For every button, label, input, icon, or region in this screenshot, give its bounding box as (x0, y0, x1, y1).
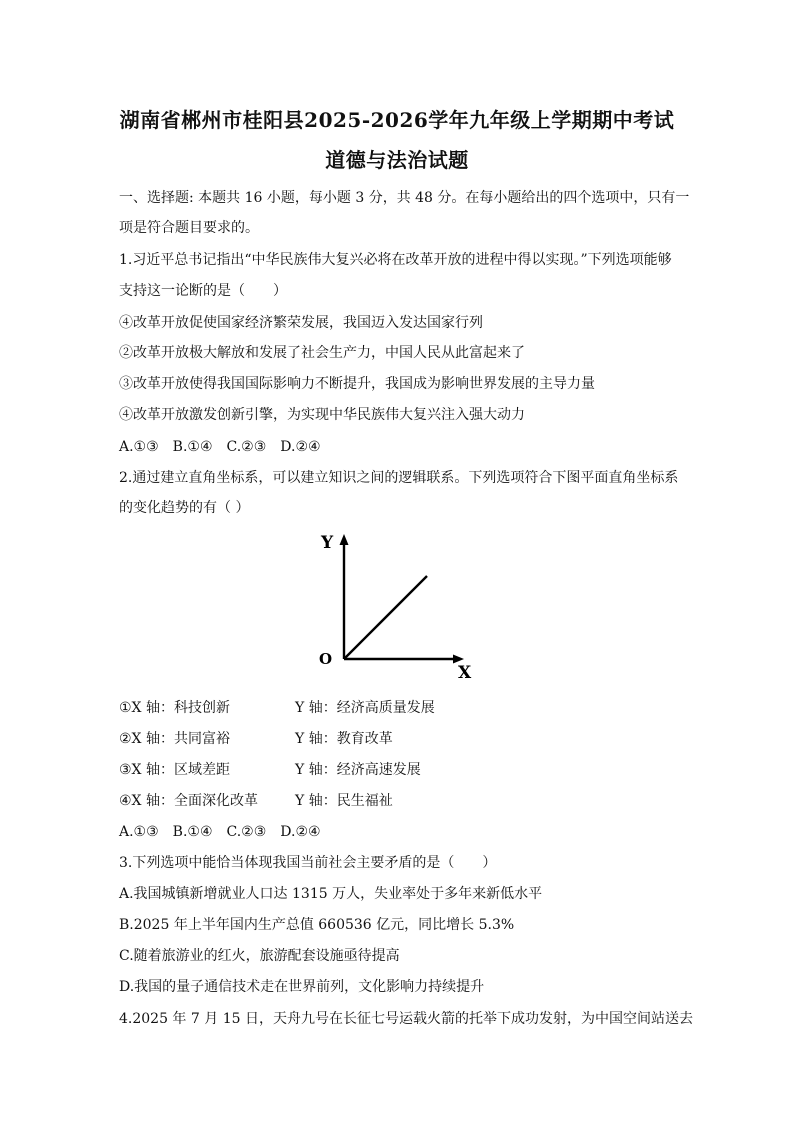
q2-option-row (119, 790, 393, 810)
q2-stem-cont: 的变化趋势的有（ ） (119, 500, 250, 516)
q2-option-row (119, 697, 435, 717)
q1-choices: A.①③ B.①④ C.②③ D.②④ (119, 439, 321, 455)
q2-x-axis-item: ②X 轴：共同富裕 (119, 731, 230, 747)
section-instruction-cont: 项是符合题目要求的。 (119, 220, 259, 236)
q2-x-axis-item: ③X 轴：区域差距 (119, 762, 230, 778)
q1-stem-cont: 支持这一论断的是（ ） (119, 283, 287, 299)
y-axis-label: Y (321, 533, 334, 553)
q3-option-a: A.我国城镇新增就业人口达 1315 万人，失业率处于多年来新低水平 (119, 886, 543, 902)
q2-option-row (119, 759, 421, 779)
x-axis-label: X (458, 663, 472, 683)
origin-label: O (319, 650, 333, 668)
q3-option-b: B.2025 年上半年国内生产总值 660536 亿元，同比增长 5.3% (119, 917, 515, 933)
section-instruction: 一、选择题: 本题共 16 小题，每小题 3 分，共 48 分。在每小题给出的四个选项中，只有一 (119, 190, 690, 206)
q2-y-axis-item: Y 轴：经济高质量发展 (295, 700, 435, 716)
q2-stem: 2.通过建立直角坐标系，可以建立知识之间的逻辑联系。下列选项符合下图平面直角坐标系 (119, 470, 679, 486)
q1-stem: 1.习近平总书记指出“中华民族伟大复兴必将在改革开放的进程中得以实现。”下列选项能够 (119, 252, 672, 268)
q2-y-axis-item: Y 轴：教育改革 (295, 731, 393, 747)
exam-subtitle: 道德与法治试题 (325, 148, 469, 172)
q1-option: ③改革开放使得我国国际影响力不断提升，我国成为影响世界发展的主导力量 (119, 376, 595, 392)
trend-line (344, 576, 427, 659)
y-axis-arrow (340, 534, 349, 545)
q2-y-axis-item: Y 轴：经济高速发展 (295, 762, 421, 778)
q3-option-d: D.我国的量子通信技术走在世界前列，文化影响力持续提升 (119, 979, 485, 995)
q3-option-c: C.随着旅游业的红火，旅游配套设施亟待提高 (119, 948, 400, 964)
q1-option: ②改革开放极大解放和发展了社会生产力，中国人民从此富起来了 (119, 345, 525, 361)
q3-stem: 3.下列选项中能恰当体现我国当前社会主要矛盾的是（ ） (119, 855, 497, 871)
q2-y-axis-item: Y 轴：民生福祉 (295, 793, 393, 809)
q1-option: ④改革开放促使国家经济繁荣发展，我国迈入发达国家行列 (119, 315, 483, 331)
coordinate-graph (310, 528, 480, 688)
exam-title: 湖南省郴州市桂阳县2025-2026学年九年级上学期期中考试 (119, 108, 675, 132)
q2-x-axis-item: ①X 轴：科技创新 (119, 700, 230, 716)
q1-option: ④改革开放激发创新引擎，为实现中华民族伟大复兴注入强大动力 (119, 407, 525, 423)
q2-choices: A.①③ B.①④ C.②③ D.②④ (119, 824, 321, 840)
q2-option-row (119, 728, 393, 748)
q2-x-axis-item: ④X 轴：全面深化改革 (119, 793, 258, 809)
q4-stem: 4.2025 年 7 月 15 日，天舟九号在长征七号运载火箭的托举下成功发射，为中国空间站送去 (119, 1011, 693, 1027)
